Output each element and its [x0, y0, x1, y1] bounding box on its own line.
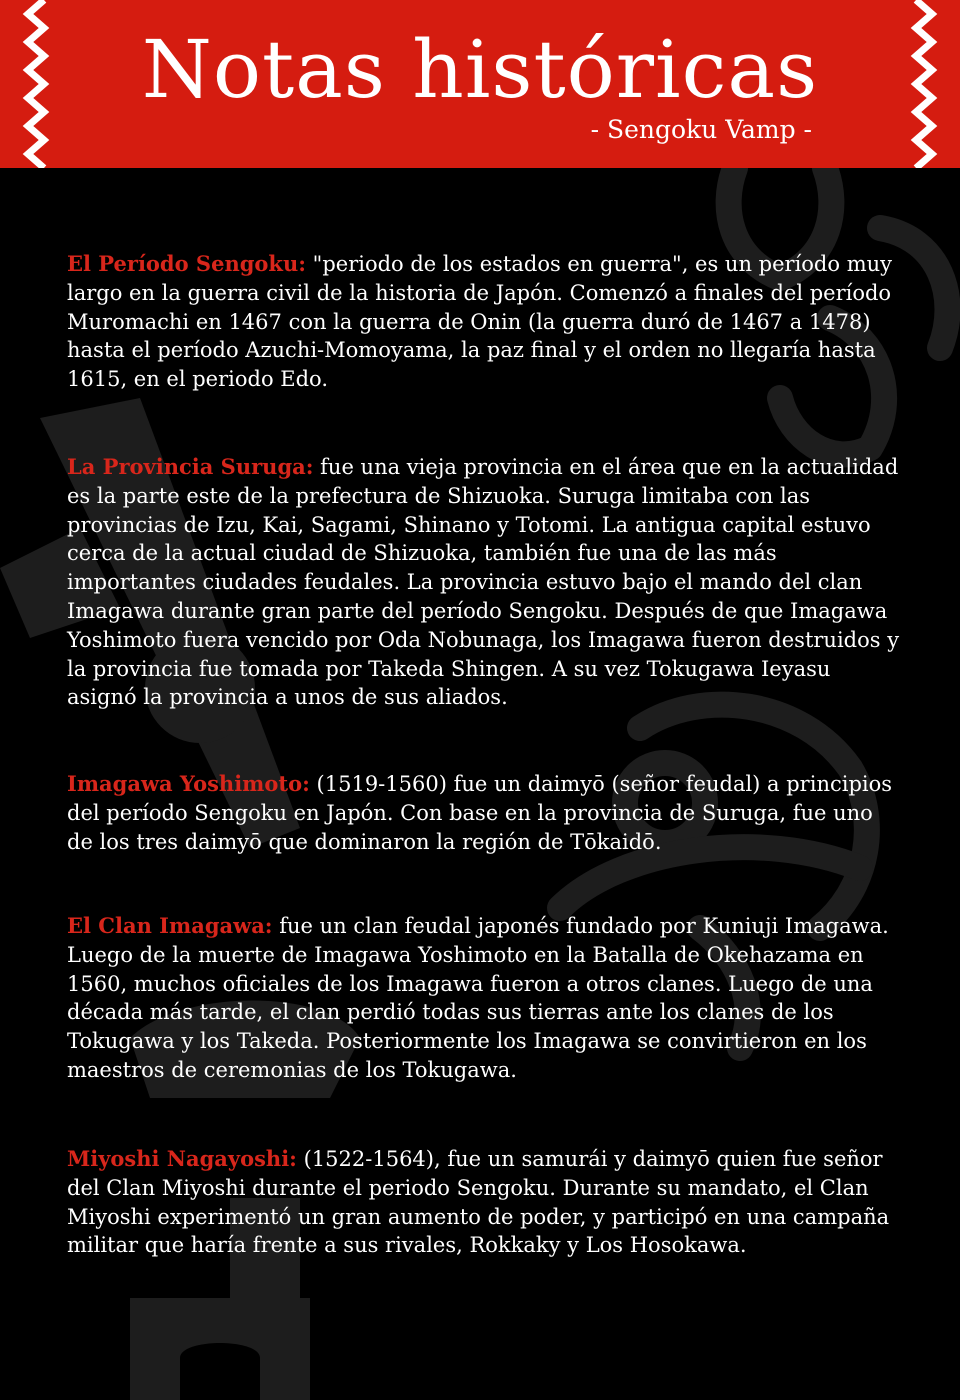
note-provincia-suruga — [67, 453, 902, 712]
bottom-arch-shape — [130, 1298, 310, 1400]
note-term: Imagawa Yoshimoto: — [67, 771, 310, 796]
note-clan-imagawa — [67, 912, 902, 1085]
note-imagawa-yoshimoto — [67, 770, 902, 856]
note-text: fue una vieja provincia en el área que en la actualidad es la parte este de la prefectura de Shizuoka. Suruga limitaba con las provincias de Izu, Kai, Sagami, Shinano y Totomi. La antigua capital estuvo cerca de la actual ciudad de Shizuoka, también fue una de las más importantes ciudades feudales. La provincia estuvo bajo el mando del clan Imagawa durante gran parte del período Sengoku. Después de que Imagawa Yoshimoto fuera vencido por Oda Nobunaga, los Imagawa fueron destruidos y la provincia fue tomada por Takeda Shingen. A su vez Tokugawa Ieyasu asignó la provincia a unos de sus aliados. — [67, 455, 900, 710]
note-periodo-sengoku — [67, 250, 902, 394]
page-title: Notas históricas — [141, 23, 819, 116]
note-text: fue un clan feudal japonés fundado por Kuniuji Imagawa. Luego de la muerte de Imagawa Yoshimoto en la Batalla de Okehazama en 1560, muchos oficiales de los Imagawa fueron a otros clanes. Luego de una década más tarde, el clan perdió todas sus tierras ante los clanes de los Tokugawa y los Takeda. Posteriormente los Imagawa se convirtieron en los maestros de ceremonias de los Tokugawa. — [67, 914, 889, 1082]
note-miyoshi-nagayoshi — [67, 1145, 902, 1260]
note-text: (1522-1564), fue un samurái y daimyō quien fue señor del Clan Miyoshi durante el periodo Sengoku. Durante su mandato, el Clan Miyoshi experimentó un gran aumento de poder, y participó en una campaña militar que haría frente a sus rivales, Rokkaky y Los Hosokawa. — [67, 1147, 890, 1258]
note-term: Miyoshi Nagayoshi: — [67, 1146, 297, 1171]
header-banner — [0, 0, 960, 168]
note-term: La Provincia Suruga: — [67, 454, 314, 479]
note-term: El Clan Imagawa: — [67, 913, 273, 938]
note-text: "periodo de los estados en guerra", es un período muy largo en la guerra civil de la historia de Japón. Comenzó a finales del período Muromachi en 1467 con la guerra de Onin (la guerra duró de 1467 a 1478) hasta el período Azuchi-Momoyama, la paz final y el orden no llegaría hasta 1615, en el periodo Edo. — [67, 252, 892, 392]
page-subtitle: - Sengoku Vamp - — [590, 115, 812, 144]
note-term: El Período Sengoku: — [67, 251, 306, 276]
note-text: (1519-1560) fue un daimyō (señor feudal) a principios del período Sengoku en Japón. Con base en la provincia de Suruga, fue uno de los tres daimyō que dominaron la región de Tōkaidō. — [67, 772, 893, 854]
